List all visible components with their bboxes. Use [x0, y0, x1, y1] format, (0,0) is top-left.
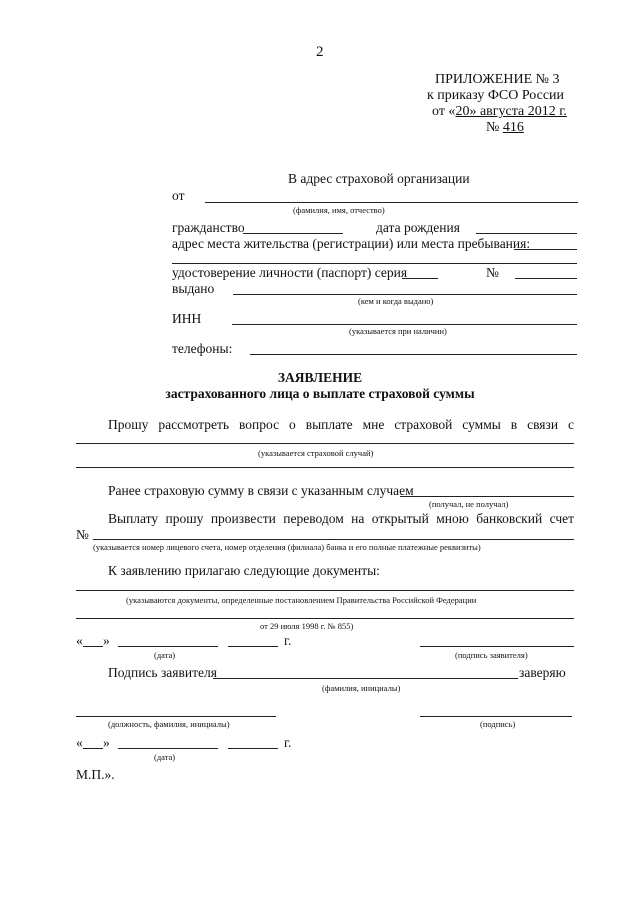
- appendix-date-prefix: от «: [432, 104, 456, 119]
- signature-hint: (подпись): [480, 719, 516, 729]
- transfer-word: счет: [549, 511, 574, 526]
- address-heading: В адрес страховой организации: [288, 171, 470, 186]
- date2-hint: (дата): [154, 752, 176, 762]
- date-month-field[interactable]: [118, 646, 218, 647]
- previous-payment-label: Ранее страховую сумму в связи с указанным случаем: [108, 483, 414, 498]
- request-word: мне: [362, 417, 385, 432]
- transfer-word: Выплату: [108, 511, 159, 526]
- request-word: суммы: [462, 417, 501, 432]
- account-number-sign: №: [76, 527, 89, 542]
- appendix-number-value: 416: [502, 120, 524, 135]
- residence-label: адрес места жительства (регистрации) или места пребывания:: [172, 236, 531, 251]
- appendix-date-day: 20: [455, 104, 470, 119]
- official-position-field[interactable]: [76, 716, 276, 717]
- account-field[interactable]: [93, 539, 574, 540]
- certify-label: заверяю: [519, 665, 566, 680]
- applicant-name-field[interactable]: [213, 678, 518, 679]
- position-hint: (должность, фамилия, инициалы): [108, 719, 230, 729]
- request-word: связи: [527, 417, 559, 432]
- date-hint: (дата): [154, 650, 176, 660]
- transfer-text: [108, 511, 574, 527]
- attachments-label: К заявлению прилагаю следующие документы:: [108, 563, 380, 578]
- inn-label: ИНН: [172, 311, 202, 326]
- transfer-word: на: [351, 511, 365, 526]
- request-word: страховой: [394, 417, 453, 432]
- initials-hint: (фамилия, инициалы): [322, 683, 401, 693]
- issued-field[interactable]: [233, 294, 577, 295]
- date2-year-suffix: г.: [284, 735, 292, 750]
- residence-field[interactable]: [514, 249, 577, 250]
- birthdate-field[interactable]: [476, 233, 577, 234]
- attachments-field[interactable]: [76, 590, 574, 591]
- date2-quote-open: «: [76, 735, 83, 750]
- statement-title: ЗАЯВЛЕНИЕ: [277, 370, 363, 385]
- date-day-field[interactable]: [83, 646, 103, 647]
- birthdate-label: дата рождения: [376, 220, 460, 235]
- date-quote-close: »: [103, 633, 110, 648]
- appendix-order-line: к приказу ФСО России: [427, 88, 565, 103]
- fio-field[interactable]: [205, 202, 578, 203]
- date-quote-open: «: [76, 633, 83, 648]
- request-word: вопрос: [239, 417, 280, 432]
- transfer-word: произвести: [210, 511, 276, 526]
- transfer-word: переводом: [283, 511, 344, 526]
- insured-event-hint: (указывается страховой случай): [258, 448, 374, 458]
- page-number: 2: [316, 44, 324, 60]
- transfer-word: мною: [436, 511, 469, 526]
- passport-number-field[interactable]: [515, 278, 577, 279]
- date-year-suffix: г.: [284, 633, 292, 648]
- official-signature-field[interactable]: [420, 716, 572, 717]
- insured-event-field-line2[interactable]: [76, 467, 574, 468]
- appendix-number-prefix: №: [486, 120, 503, 135]
- account-hint: (указывается номер лицевого счета, номер отделения (филиала) банка и его полные платежные реквизиты): [93, 542, 481, 552]
- issued-hint: (кем и когда выдано): [358, 296, 434, 306]
- from-label: от: [172, 188, 185, 203]
- date2-quote-close: »: [103, 735, 110, 750]
- residence-field-line2[interactable]: [172, 263, 577, 264]
- phones-field[interactable]: [250, 354, 577, 355]
- citizenship-label: гражданство: [172, 220, 245, 235]
- appendix-date-suffix: » августа 2012 г.: [469, 104, 567, 119]
- request-word: в: [510, 417, 518, 432]
- attachments-field-line2[interactable]: [76, 618, 574, 619]
- documents-hint-2: от 29 июля 1998 г. № 855): [260, 621, 354, 631]
- passport-series-field[interactable]: [402, 278, 438, 279]
- transfer-word: прошу: [165, 511, 204, 526]
- applicant-signature-field[interactable]: [420, 646, 574, 647]
- date2-year-field[interactable]: [228, 748, 278, 749]
- previous-payment-hint: (получал, не получал): [429, 499, 509, 509]
- applicant-sign-label: Подпись заявителя: [108, 665, 217, 680]
- passport-number-sign: №: [486, 265, 499, 280]
- transfer-word: банковский: [476, 511, 543, 526]
- statement-subtitle: застрахованного лица о выплате страховой суммы: [165, 386, 475, 401]
- request-word: Прошу: [108, 417, 149, 432]
- phones-label: телефоны:: [172, 341, 233, 356]
- date2-day-field[interactable]: [83, 748, 103, 749]
- request-word: рассмотреть: [158, 417, 230, 432]
- transfer-word: открытый: [371, 511, 429, 526]
- applicant-signature-hint: (подпись заявителя): [455, 650, 528, 660]
- passport-label: удостоверение личности (паспорт) серия: [172, 265, 408, 280]
- previous-payment-field[interactable]: [400, 496, 574, 497]
- seal-label: М.П.».: [76, 767, 115, 782]
- request-word: с: [568, 417, 574, 432]
- fio-hint: (фамилия, имя, отчество): [293, 205, 385, 215]
- inn-hint: (указывается при наличии): [349, 326, 447, 336]
- date-year-field[interactable]: [228, 646, 278, 647]
- request-word: о: [289, 417, 296, 432]
- request-text: [108, 417, 574, 433]
- appendix-date: [432, 104, 567, 120]
- request-word: выплате: [305, 417, 353, 432]
- insured-event-field[interactable]: [76, 443, 574, 444]
- appendix-number: [486, 120, 524, 136]
- appendix-title: ПРИЛОЖЕНИЕ № 3: [435, 72, 560, 87]
- documents-hint: (указываются документы, определенные постановлением Правительства Российской Федерации: [126, 595, 477, 605]
- inn-field[interactable]: [232, 324, 577, 325]
- citizenship-field[interactable]: [243, 233, 343, 234]
- date2-month-field[interactable]: [118, 748, 218, 749]
- issued-label: выдано: [172, 281, 215, 296]
